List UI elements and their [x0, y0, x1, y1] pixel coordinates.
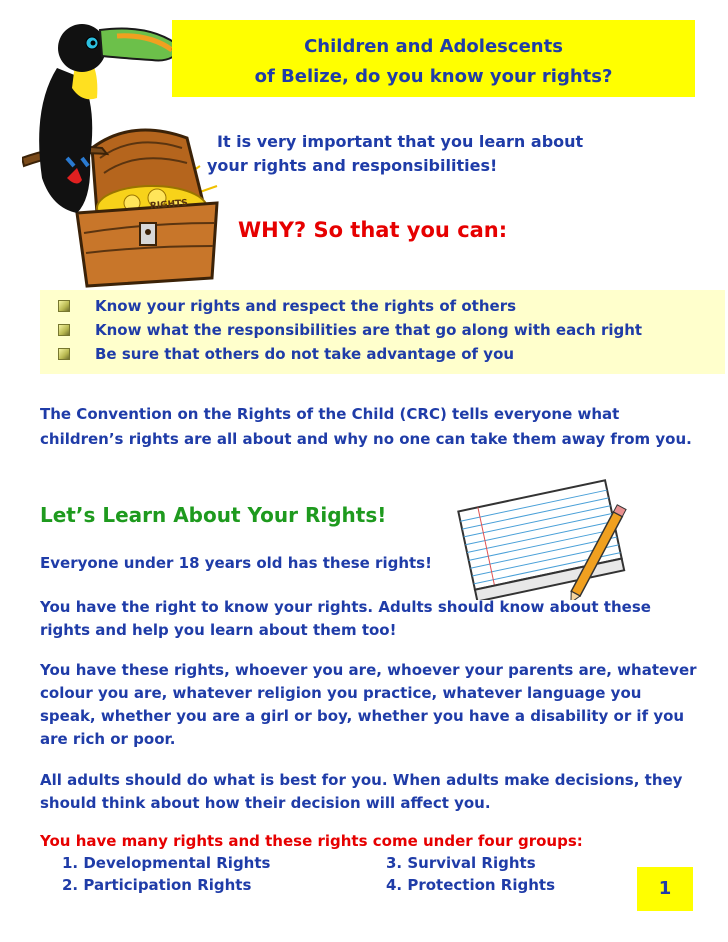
- paragraph-adults: All adults should do what is best for you. When adults make decisions, they should think about how their decision will affect you.: [40, 771, 683, 812]
- page-number: 1: [658, 878, 672, 899]
- intro-line-1: It is very important that you learn about: [217, 132, 584, 151]
- group-item: 3. Survival Rights: [386, 854, 536, 872]
- group-item: 4. Protection Rights: [386, 876, 556, 894]
- page-title: [172, 32, 695, 92]
- bullet-icon: [58, 348, 70, 360]
- paragraph-age: Everyone under 18 years old has these rights!: [40, 554, 432, 572]
- group-item: 2. Participation Rights: [62, 876, 252, 894]
- paragraph-right-to-know: You have the right to know your rights. Adults should know about these rights and help you learn about them too!: [40, 598, 651, 639]
- group-item: 1. Developmental Rights: [62, 854, 271, 872]
- title-line-2: of Belize, do you know your rights?: [254, 66, 613, 87]
- notepad-pencil-illustration: [440, 470, 640, 600]
- paragraph-whoever-you-are: You have these rights, whoever you are, whoever your parents are, whatever colour you are, whatever religion you practice, whatever language you speak, whether you are a girl or boy, whether you have a disability or if you are rich or poor.: [40, 661, 697, 748]
- crc-paragraph: The Convention on the Rights of the Child (CRC) tells everyone what children’s rights are all about and why no one can take them away from you.: [40, 405, 692, 448]
- chest-label: RIGHTS: [149, 198, 189, 212]
- list-item: Know what the responsibilities are that go along with each right: [40, 318, 725, 342]
- list-item: Be sure that others do not take advantage of you: [40, 342, 725, 366]
- why-heading: WHY? So that you can:: [238, 218, 508, 242]
- intro-line-2: your rights and responsibilities!: [207, 156, 498, 175]
- reasons-list: [40, 294, 725, 366]
- title-line-1: Children and Adolescents: [304, 36, 563, 57]
- bullet-icon: [58, 300, 70, 312]
- list-item: Know your rights and respect the rights of others: [40, 294, 725, 318]
- groups-title: You have many rights and these rights come under four groups:: [40, 832, 583, 850]
- intro-text: [207, 130, 677, 178]
- section-heading: Let’s Learn About Your Rights!: [40, 503, 387, 527]
- bullet-icon: [58, 324, 70, 336]
